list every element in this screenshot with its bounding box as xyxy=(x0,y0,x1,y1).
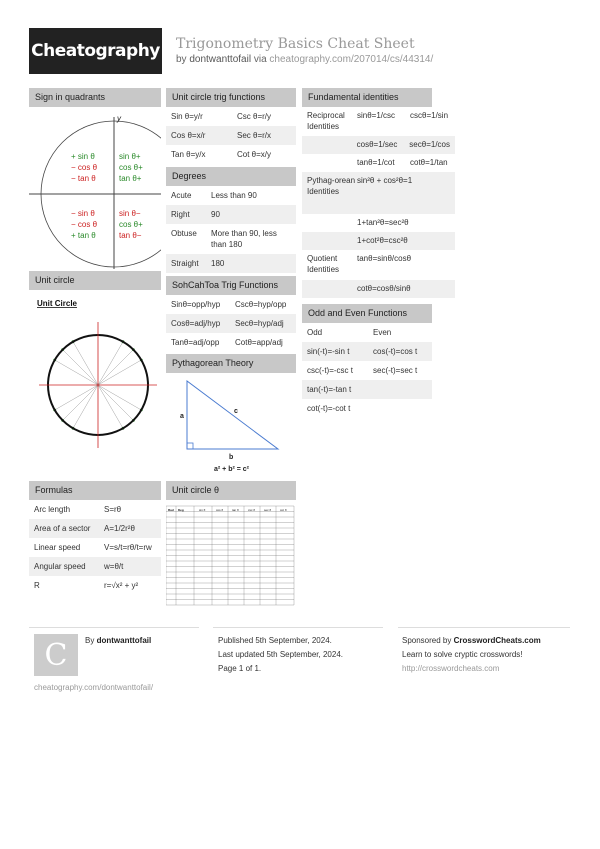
table-row xyxy=(302,361,432,380)
section-heading: Odd and Even Functions xyxy=(302,304,432,323)
unit-circle-diagram xyxy=(29,298,161,468)
cell: Tanθ=adj/opp xyxy=(171,338,220,347)
cell: Sec θ=r/x xyxy=(237,131,272,140)
section-heading: Unit circle θ xyxy=(166,481,296,500)
footer-divider xyxy=(398,627,570,628)
table-row xyxy=(166,295,296,314)
table-row xyxy=(302,107,455,136)
cell: Cos θ=x/r xyxy=(171,131,206,140)
cell: Sinθ=opp/hyp xyxy=(171,300,221,309)
cell: r=√x² + y² xyxy=(104,581,139,590)
unit-circle-spoke xyxy=(98,385,123,428)
cell: Linear speed xyxy=(34,543,81,552)
section-odd-even xyxy=(302,304,432,418)
table-row xyxy=(29,538,161,557)
cell: Secθ=hyp/adj xyxy=(235,319,284,328)
col-header: tan θ xyxy=(232,508,239,512)
page-title: Trigonometry Basics Cheat Sheet xyxy=(176,36,415,52)
cell: cscθ=1/sin xyxy=(410,111,449,120)
table-row xyxy=(302,214,455,232)
footer-updated: Last updated 5th September, 2024. xyxy=(218,650,343,659)
table-row xyxy=(166,186,296,205)
cell: V=s/t=rθ/t=rw xyxy=(104,543,152,552)
table-row xyxy=(302,250,455,280)
col-even-header: Even xyxy=(373,328,392,337)
footer-author-link[interactable]: dontwanttofail xyxy=(96,636,152,645)
section-heading: Sign in quadrants xyxy=(29,88,161,107)
section-heading: Unit circle trig functions xyxy=(166,88,296,107)
section-formulas xyxy=(29,481,161,595)
side-c-label: c xyxy=(234,408,238,415)
cell: Straight xyxy=(171,259,199,268)
table-row xyxy=(302,136,455,154)
q3-line: − cos θ xyxy=(71,220,98,229)
pythagorean-triangle xyxy=(166,373,296,475)
cell: sin²θ + cos²θ=1 xyxy=(357,176,413,185)
unit-circle-caption: Unit Circle xyxy=(37,299,78,308)
section-sign-quadrants xyxy=(29,88,161,269)
table-row xyxy=(166,145,296,164)
byline-via: via xyxy=(253,54,267,65)
cell: Csc θ=r/y xyxy=(237,112,272,121)
section-degrees xyxy=(166,167,296,273)
cell xyxy=(307,235,357,247)
cell: secθ=1/cos xyxy=(409,140,450,149)
section-unit-circle xyxy=(29,271,161,468)
unit-circle-spoke xyxy=(73,342,98,385)
footer-sponsor-url[interactable]: http://crosswordcheats.com xyxy=(402,664,500,673)
unit-circle-spoke xyxy=(98,350,133,385)
cell xyxy=(307,283,357,295)
cell: Pythag-orean Identities xyxy=(307,176,356,196)
col-header: sec θ xyxy=(264,508,272,512)
cell: Cosθ=adj/hyp xyxy=(171,319,221,328)
sheet-url-link[interactable]: cheatography.com/207014/cs/44314/ xyxy=(269,54,434,65)
cell: csc(-t)=-csc t xyxy=(307,366,353,375)
section-pythagorean xyxy=(166,354,296,475)
unit-circle-spoke xyxy=(63,350,98,385)
q1-line: tan θ+ xyxy=(119,174,142,183)
section-heading: Unit circle xyxy=(29,271,161,290)
footer-author xyxy=(85,636,151,645)
q2-line: + sin θ xyxy=(71,152,95,161)
footer-sponsor-link[interactable]: CrosswordCheats.com xyxy=(453,636,541,645)
cell: cosθ=1/sec xyxy=(356,140,398,149)
y-axis-label: y xyxy=(117,114,121,123)
q4-line: sin θ− xyxy=(119,209,141,218)
cell: Area of a sector xyxy=(34,524,91,533)
footer-published: Published 5th September, 2024. xyxy=(218,636,332,645)
col-header: csc θ xyxy=(248,508,256,512)
table-row xyxy=(29,519,161,538)
unit-circle-spoke xyxy=(55,385,98,410)
author-link[interactable]: dontwanttofail xyxy=(189,54,252,65)
cell: Obtuse xyxy=(171,229,197,238)
cell: 1+tan²θ=sec²θ xyxy=(357,218,409,227)
cell: 1+cot²θ=csc²θ xyxy=(357,236,408,245)
footer-page: Page 1 of 1. xyxy=(218,664,262,673)
table-row xyxy=(302,399,432,418)
table-row xyxy=(166,333,296,352)
side-b-label: b xyxy=(229,454,234,461)
cell: Right xyxy=(171,210,190,219)
cell: Acute xyxy=(171,191,192,200)
table-row xyxy=(166,205,296,224)
footer-divider xyxy=(213,627,383,628)
pythagorean-formula: a² + b² = c² xyxy=(214,466,250,473)
section-heading: Degrees xyxy=(166,167,296,186)
cell: Arc length xyxy=(34,505,71,514)
unit-circle-spoke xyxy=(63,385,98,420)
col-header: cot θ xyxy=(280,508,287,512)
footer-sponsor-tagline: Learn to solve cryptic crosswords! xyxy=(402,650,523,659)
cell: sin(-t)=-sin t xyxy=(307,347,350,356)
section-sohcahtoa xyxy=(166,276,296,352)
cell: Quotient Identities xyxy=(307,254,340,274)
table-row xyxy=(302,232,455,250)
table-row xyxy=(302,172,455,214)
byline-by: by xyxy=(176,54,187,65)
cell: cotθ=cosθ/sinθ xyxy=(357,284,411,293)
section-unit-circle-functions xyxy=(166,88,296,164)
section-heading: Formulas xyxy=(29,481,161,500)
unit-circle-spoke xyxy=(98,360,141,385)
cell: Sin θ=y/r xyxy=(171,112,203,121)
cell: cos(-t)=cos t xyxy=(373,347,418,356)
footer-by: By xyxy=(85,636,95,645)
footer-sponsored-by: Sponsored by xyxy=(402,636,452,645)
unit-circle-spoke xyxy=(98,385,141,410)
cell: w=θ/t xyxy=(104,562,124,571)
cell: More than 90, less than 180 xyxy=(211,229,277,249)
col-header: sin θ xyxy=(199,508,206,512)
cell: Cscθ=hyp/opp xyxy=(235,300,287,309)
cheatography-logo[interactable]: Cheatography xyxy=(29,28,162,74)
table-row xyxy=(166,314,296,333)
table-row xyxy=(302,323,432,342)
cell xyxy=(307,157,357,169)
unit-circle-spoke xyxy=(55,360,98,385)
footer-divider xyxy=(29,627,199,628)
cell: R xyxy=(34,581,40,590)
fundamental-identities-table xyxy=(302,107,455,298)
cell: tanθ=1/cot xyxy=(357,158,395,167)
unit-circle-spoke xyxy=(98,385,133,420)
q3-line: + tan θ xyxy=(71,231,96,240)
side-a-label: a xyxy=(180,413,184,420)
cell: 180 xyxy=(211,259,225,268)
col-odd-header: Odd xyxy=(307,328,323,337)
table-row xyxy=(302,280,455,298)
cell: Tan θ=y/x xyxy=(171,150,206,159)
section-heading: Pythagorean Theory xyxy=(166,354,296,373)
table-row xyxy=(302,342,432,361)
unit-circle-spoke xyxy=(98,342,123,385)
table-row xyxy=(166,107,296,126)
cell: Reciprocal Identities xyxy=(307,111,345,131)
author-avatar[interactable]: C xyxy=(34,634,78,676)
cell: Less than 90 xyxy=(211,191,257,200)
footer-author-url[interactable]: cheatography.com/dontwanttofail/ xyxy=(34,683,154,692)
table-row xyxy=(166,224,296,254)
q4-line: tan θ− xyxy=(119,231,142,240)
cell: Angular speed xyxy=(34,562,86,571)
q2-line: − cos θ xyxy=(71,163,98,172)
table-row xyxy=(166,254,296,273)
cell: A=1/2r²θ xyxy=(104,524,135,533)
section-heading: Fundamental identities xyxy=(302,88,432,107)
cell: cotθ=1/tan xyxy=(410,158,448,167)
section-unit-circle-theta xyxy=(166,481,296,609)
q1-line: sin θ+ xyxy=(119,152,141,161)
table-row xyxy=(302,380,432,399)
q1-line: cos θ+ xyxy=(119,163,143,172)
table-row xyxy=(29,500,161,519)
col-header: Deg xyxy=(178,508,184,512)
table-row xyxy=(302,154,455,172)
sign-quadrants-diagram xyxy=(29,109,161,269)
cell: Cotθ=app/adj xyxy=(235,338,283,347)
cell xyxy=(307,139,357,151)
table-row xyxy=(166,126,296,145)
col-header: Rad xyxy=(168,508,174,512)
q2-line: − tan θ xyxy=(71,174,96,183)
cell: tanθ=sinθ/cosθ xyxy=(357,254,412,263)
unit-circle-spoke xyxy=(73,385,98,428)
footer-sponsor xyxy=(402,636,541,645)
cell: 90 xyxy=(211,210,220,219)
cell: Cot θ=x/y xyxy=(237,150,272,159)
table-row xyxy=(29,557,161,576)
section-heading: SohCahToa Trig Functions xyxy=(166,276,296,295)
cell: sinθ=1/csc xyxy=(357,111,396,120)
table-row xyxy=(29,576,161,595)
cell: S=rθ xyxy=(104,505,122,514)
cell xyxy=(307,217,357,229)
cell: tan(-t)=-tan t xyxy=(307,385,352,394)
cell: sec(-t)=sec t xyxy=(373,366,418,375)
byline xyxy=(176,54,433,65)
section-fundamental-identities xyxy=(302,88,432,107)
q4-line: cos θ+ xyxy=(119,220,143,229)
q3-line: − sin θ xyxy=(71,209,95,218)
cell: cot(-t)=-cot t xyxy=(307,404,351,413)
col-header: cos θ xyxy=(216,508,224,512)
unit-circle-value-table xyxy=(166,504,296,609)
